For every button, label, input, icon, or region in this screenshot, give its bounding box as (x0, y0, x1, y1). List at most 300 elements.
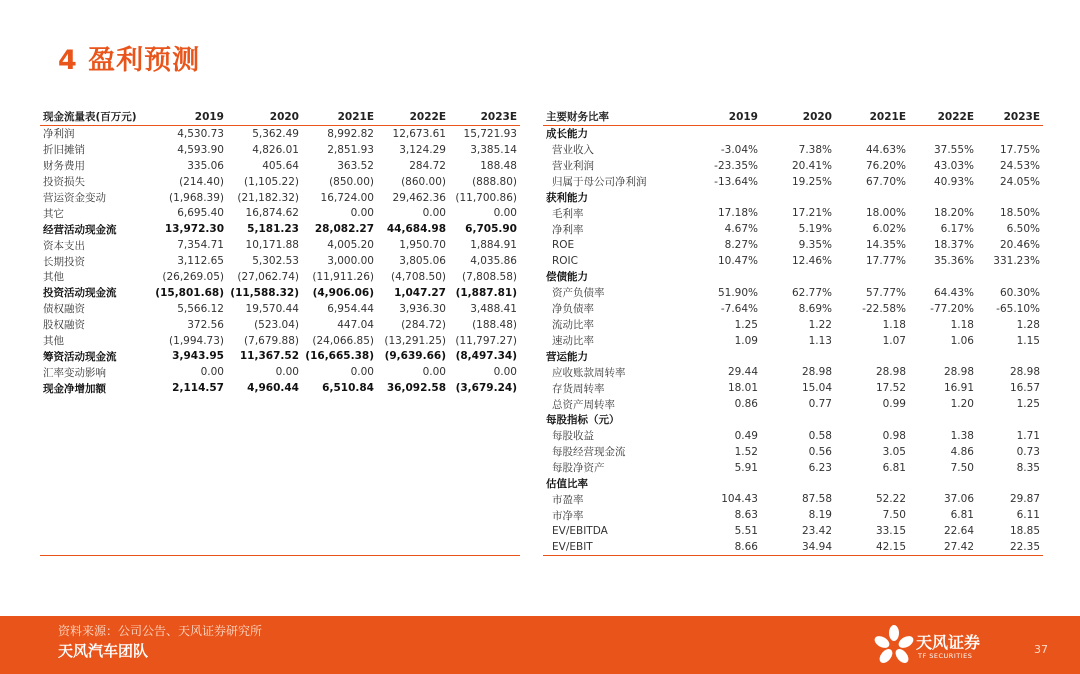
cell-value: -22.58% (862, 302, 906, 315)
cell-value: 0.00 (200, 366, 224, 379)
cell-value: 1.18 (950, 318, 974, 331)
cell-value: 188.48 (480, 159, 517, 172)
cell-value: 6,954.44 (327, 302, 374, 315)
row-label: ROE (552, 239, 575, 252)
empty-cell (227, 539, 302, 555)
empty-cell (449, 507, 520, 523)
empty-cell (40, 507, 145, 523)
cell-value: 18.00% (865, 207, 906, 220)
empty-row (40, 444, 520, 460)
cell-value: 27.42 (909, 539, 977, 555)
cell-value: 5.51 (734, 525, 758, 538)
row-label: 财务费用 (43, 160, 85, 173)
cell-value: 2,114.57 (172, 382, 224, 395)
row-label: 流动比率 (552, 319, 594, 332)
empty-cell (302, 491, 377, 507)
cell-value: 1.20 (950, 398, 974, 411)
row-label: 归属于母公司净利润 (552, 176, 647, 189)
cell-value: (4,708.50) (391, 270, 446, 283)
cell-value: 0.99 (882, 398, 906, 411)
cell-value: (860.00) (401, 175, 446, 188)
empty-cell (449, 428, 520, 444)
row-label: 市净率 (552, 509, 584, 522)
cell-value: 3,488.41 (470, 302, 517, 315)
cell-value: 11,367.52 (239, 350, 299, 363)
table-row (40, 158, 520, 174)
empty-cell (227, 396, 302, 412)
table-row (543, 523, 1043, 539)
ratio-header-2022e: 2022E (909, 108, 977, 126)
cell-value: 34.94 (761, 539, 835, 555)
empty-cell (302, 444, 377, 460)
table-row (543, 221, 1043, 237)
cell-value: 17.21% (791, 207, 832, 220)
cell-value: 0.98 (882, 429, 906, 442)
table-row (40, 285, 520, 301)
cell-value: 6.50% (1006, 223, 1040, 236)
row-label: 净负债率 (552, 303, 594, 316)
empty-cell (145, 539, 227, 555)
cell-value: (11,797.27) (455, 334, 517, 347)
cell-value: 6,695.40 (177, 207, 224, 220)
cash-flow-header-label: 现金流量表(百万元) (40, 108, 145, 126)
cell-value: 3,943.95 (172, 350, 224, 363)
logo-flower-icon (872, 624, 916, 668)
cell-value: 3,936.30 (399, 302, 446, 315)
row-label: 投资损失 (43, 176, 85, 189)
table-row (543, 317, 1043, 333)
cell-value: 1.28 (1016, 318, 1040, 331)
cell-value: 0.77 (808, 398, 832, 411)
cell-value: 43.03% (933, 159, 974, 172)
cell-value: 1.07 (882, 334, 906, 347)
row-label: 汇率变动影响 (43, 366, 106, 379)
empty-cell (977, 190, 1043, 206)
cell-value: (1,994.73) (169, 334, 224, 347)
empty-cell (302, 476, 377, 492)
company-logo (872, 624, 997, 668)
cell-value: 0.00 (350, 366, 374, 379)
table-row (543, 142, 1043, 158)
cell-value: 3,805.06 (399, 255, 446, 268)
cash-flow-header-2023e: 2023E (449, 108, 520, 126)
cell-value: 8.35 (1016, 461, 1040, 474)
cell-value: 372.56 (187, 318, 224, 331)
table-row (543, 174, 1043, 190)
cell-value: (11,700.86) (455, 191, 517, 204)
cell-value: 7.50 (950, 461, 974, 474)
cell-value: 0.00 (493, 207, 517, 220)
cell-value: 8,992.82 (327, 127, 374, 140)
cell-value: 5,362.49 (252, 127, 299, 140)
cell-value: 29.87 (1009, 493, 1040, 506)
cell-value: 1.52 (734, 445, 758, 458)
ratio-header-row (543, 108, 1043, 126)
section-row (543, 348, 1043, 364)
row-label: 营运资金变动 (43, 192, 106, 204)
cell-value: 1,950.70 (399, 239, 446, 252)
cell-value: (27,062.74) (237, 270, 299, 283)
row-label: 存货周转率 (552, 382, 605, 395)
cell-value: 44,684.98 (386, 223, 446, 236)
empty-cell (227, 460, 302, 476)
empty-cell (40, 539, 145, 555)
table-row (40, 142, 520, 158)
cell-value: (13,291.25) (384, 334, 446, 347)
empty-cell (449, 539, 520, 555)
empty-cell (302, 460, 377, 476)
empty-cell (693, 126, 761, 142)
team-name: 天风汽车团队 (58, 642, 149, 660)
cell-value: (11,588.32) (230, 286, 299, 299)
empty-cell (909, 126, 977, 142)
row-label: 长期投资 (43, 255, 85, 268)
table-row (543, 301, 1043, 317)
table-row (543, 285, 1043, 301)
cell-value: 1.18 (882, 318, 906, 331)
cell-value: 24.05% (999, 175, 1040, 188)
empty-cell (40, 460, 145, 476)
cell-value: 12.46% (791, 255, 832, 268)
empty-cell (377, 491, 449, 507)
row-label: 筹资活动现金流 (43, 350, 117, 363)
table-row (40, 126, 520, 142)
empty-cell (761, 412, 835, 428)
cell-value: 15,721.93 (463, 127, 517, 140)
table-row (543, 539, 1043, 555)
cell-value: -7.64% (720, 302, 758, 315)
table-row (40, 237, 520, 253)
cell-value: 4,530.73 (177, 127, 224, 140)
cell-value: 1.22 (808, 318, 832, 331)
cell-value: 4,005.20 (327, 239, 374, 252)
cell-value: 3,385.14 (470, 143, 517, 156)
cell-value: 17.52 (875, 382, 906, 395)
empty-cell (145, 412, 227, 428)
row-label: 资产负债率 (552, 287, 605, 300)
row-label: 营业利润 (552, 160, 594, 173)
cell-value: 8.69% (798, 302, 832, 315)
empty-cell (909, 190, 977, 206)
cell-value: 20.41% (791, 159, 832, 172)
empty-cell (302, 523, 377, 539)
cell-value: -3.04% (720, 143, 758, 156)
financial-ratio-table (543, 108, 1043, 556)
cell-value: 4,035.86 (470, 255, 517, 268)
empty-cell (909, 348, 977, 364)
table-row (40, 174, 520, 190)
table-row (40, 364, 520, 380)
row-label: 债权融资 (43, 303, 85, 316)
cell-value: 6.81 (950, 509, 974, 522)
empty-cell (449, 460, 520, 476)
cell-value: (1,887.81) (455, 286, 517, 299)
cell-value: 28.98 (1009, 366, 1040, 379)
empty-cell (302, 507, 377, 523)
table-row (543, 380, 1043, 396)
cell-value: 15.04 (801, 382, 832, 395)
table-row (40, 333, 520, 349)
ratio-header-2021e: 2021E (835, 108, 909, 126)
row-label: 其它 (43, 207, 64, 220)
empty-cell (302, 539, 377, 555)
cell-value: 62.77% (791, 286, 832, 299)
empty-cell (145, 491, 227, 507)
empty-cell (909, 412, 977, 428)
cell-value: 1.38 (950, 429, 974, 442)
cell-value: 8.63 (734, 509, 758, 522)
table-row (40, 301, 520, 317)
page-number: 37 (1034, 643, 1048, 656)
section-label: 获利能力 (546, 192, 588, 204)
cash-flow-header-2021e: 2021E (302, 108, 377, 126)
cell-value: 331.23% (993, 255, 1040, 268)
empty-cell (977, 269, 1043, 285)
row-label: 其他 (43, 271, 64, 284)
empty-cell (377, 539, 449, 555)
cell-value: 4,593.90 (177, 143, 224, 156)
empty-cell (977, 348, 1043, 364)
cell-value: 1.25 (1016, 398, 1040, 411)
row-label: 现金净增加额 (43, 382, 106, 395)
cell-value: 18.01 (727, 382, 758, 395)
cell-value: 16.91 (943, 382, 974, 395)
row-label: 毛利率 (552, 207, 584, 220)
cell-value: (4,906.06) (312, 286, 374, 299)
empty-cell (449, 491, 520, 507)
row-label: 市盈率 (552, 493, 584, 506)
section-row (543, 412, 1043, 428)
section-label: 成长能力 (546, 128, 588, 141)
cell-value: 6.81 (882, 461, 906, 474)
cell-value: 3,112.65 (177, 255, 224, 268)
cell-value: 6.11 (1016, 509, 1040, 522)
empty-row (40, 412, 520, 428)
empty-cell (977, 476, 1043, 492)
cell-value: 13,972.30 (164, 223, 224, 236)
cell-value: (16,665.38) (305, 350, 374, 363)
cell-value: 4,826.01 (252, 143, 299, 156)
row-label: 折旧摊销 (43, 144, 85, 157)
ratio-header-2019: 2019 (693, 108, 761, 126)
cell-value: 28.98 (801, 366, 832, 379)
cell-value: 28.98 (875, 366, 906, 379)
table-row (543, 396, 1043, 412)
cell-value: 7.50 (882, 509, 906, 522)
cell-value: 10,171.88 (245, 239, 299, 252)
empty-cell (761, 190, 835, 206)
cell-value: 6.23 (808, 461, 832, 474)
ratio-header-label: 主要财务比率 (543, 108, 693, 126)
cell-value: 24.53% (999, 159, 1040, 172)
empty-cell (377, 412, 449, 428)
cell-value: 33.15 (875, 525, 906, 538)
empty-cell (377, 396, 449, 412)
cell-value: 19,570.44 (245, 302, 299, 315)
cash-flow-header-2019: 2019 (145, 108, 227, 126)
cell-value: 37.06 (943, 493, 974, 506)
table-row (543, 237, 1043, 253)
cash-flow-header-2020: 2020 (227, 108, 302, 126)
empty-cell (909, 476, 977, 492)
row-label: 营业收入 (552, 144, 594, 157)
row-label: EV/EBITDA (552, 525, 608, 538)
table-row (543, 444, 1043, 460)
cell-value: 52.22 (875, 493, 906, 506)
empty-cell (40, 396, 145, 412)
empty-cell (693, 412, 761, 428)
section-row (543, 269, 1043, 285)
cell-value: 18.50% (999, 207, 1040, 220)
cell-value: (11,911.26) (312, 270, 374, 283)
cell-value: (24,066.85) (312, 334, 374, 347)
empty-cell (835, 269, 909, 285)
empty-cell (40, 412, 145, 428)
cell-value: (26,269.05) (162, 270, 224, 283)
empty-cell (145, 523, 227, 539)
cell-value: (8,497.34) (455, 350, 517, 363)
cell-value: (3,679.24) (455, 382, 517, 395)
section-row (543, 190, 1043, 206)
cell-value: 1.09 (734, 334, 758, 347)
ratio-header-2020: 2020 (761, 108, 835, 126)
empty-row (40, 396, 520, 412)
cell-value: 57.77% (865, 286, 906, 299)
cell-value: (523.04) (254, 318, 299, 331)
cell-value: (9,639.66) (384, 350, 446, 363)
cell-value: 17.77% (865, 255, 906, 268)
table-row (543, 460, 1043, 476)
row-label: 应收账款周转率 (552, 366, 626, 379)
table-row (40, 205, 520, 221)
cell-value: 18.20% (933, 207, 974, 220)
table-row (543, 253, 1043, 269)
table-row (543, 428, 1043, 444)
empty-row (40, 523, 520, 539)
empty-cell (761, 126, 835, 142)
table-row (40, 269, 520, 285)
cell-value: 22.35 (977, 539, 1043, 555)
cell-value: 14.35% (865, 239, 906, 252)
cell-value: 3.05 (882, 445, 906, 458)
table-row (40, 380, 520, 396)
empty-cell (449, 444, 520, 460)
cell-value: 284.72 (409, 159, 446, 172)
section-label: 每股指标（元） (546, 414, 620, 427)
row-label: 每股净资产 (552, 462, 605, 475)
cell-value: 18.37% (933, 239, 974, 252)
cell-value: 22.64 (943, 525, 974, 538)
cell-value: (21,182.32) (237, 191, 299, 204)
cell-value: 1,047.27 (394, 286, 446, 299)
cell-value: 104.43 (721, 493, 758, 506)
empty-cell (761, 476, 835, 492)
cell-value: 40.93% (933, 175, 974, 188)
cell-value: 0.56 (808, 445, 832, 458)
empty-cell (40, 444, 145, 460)
section-label: 估值比率 (546, 478, 588, 491)
empty-cell (449, 523, 520, 539)
cell-value: (7,679.88) (244, 334, 299, 347)
row-label: 经营活动现金流 (43, 223, 117, 236)
row-label: 其他 (43, 335, 64, 348)
cell-value: 0.58 (808, 429, 832, 442)
row-label: 净利润 (43, 128, 75, 141)
cell-value: (188.48) (472, 318, 517, 331)
cell-value: 28.98 (943, 366, 974, 379)
cell-value: 5,181.23 (247, 223, 299, 236)
cell-value: 0.73 (1016, 445, 1040, 458)
empty-cell (40, 491, 145, 507)
cell-value: 2,851.93 (327, 143, 374, 156)
table-row (543, 364, 1043, 380)
logo-brand-text: 天风证券 (916, 633, 981, 652)
empty-row (40, 460, 520, 476)
empty-row (40, 539, 520, 555)
empty-cell (40, 428, 145, 444)
cell-value: 335.06 (187, 159, 224, 172)
empty-cell (449, 412, 520, 428)
empty-cell (145, 507, 227, 523)
empty-cell (302, 396, 377, 412)
ratio-header-2023e: 2023E (977, 108, 1043, 126)
cell-value: 64.43% (933, 286, 974, 299)
empty-cell (227, 412, 302, 428)
cell-value: 10.47% (717, 255, 758, 268)
table-row (40, 253, 520, 269)
cell-value: 7,354.71 (177, 239, 224, 252)
cell-value: 29.44 (727, 366, 758, 379)
cell-value: (15,801.68) (155, 286, 224, 299)
empty-cell (835, 348, 909, 364)
empty-cell (145, 428, 227, 444)
empty-cell (835, 412, 909, 428)
cell-value: 18.85 (1009, 525, 1040, 538)
empty-cell (227, 491, 302, 507)
cell-value: 28,082.27 (314, 223, 374, 236)
cell-value: -23.35% (714, 159, 758, 172)
cell-value: 3,124.29 (399, 143, 446, 156)
cell-value: (1,105.22) (244, 175, 299, 188)
cell-value: 363.52 (337, 159, 374, 172)
empty-row (40, 507, 520, 523)
cell-value: 1,884.91 (470, 239, 517, 252)
cell-value: 8.27% (724, 239, 758, 252)
row-label: 股权融资 (43, 319, 85, 332)
page-title: 4 盈利预测 (58, 45, 201, 76)
row-label: ROIC (552, 255, 578, 268)
cell-value: 37.55% (933, 143, 974, 156)
cell-value: 44.63% (865, 143, 906, 156)
empty-cell (377, 523, 449, 539)
empty-cell (227, 523, 302, 539)
cell-value: 12,673.61 (392, 127, 446, 140)
empty-row (40, 476, 520, 492)
cell-value: (850.00) (329, 175, 374, 188)
cell-value: (284.72) (401, 318, 446, 331)
cell-value: 36,092.58 (386, 382, 446, 395)
cell-value: 76.20% (865, 159, 906, 172)
cell-value: 29,462.36 (392, 191, 446, 204)
cell-value: 1.06 (950, 334, 974, 347)
empty-cell (693, 269, 761, 285)
cell-value: 19.25% (791, 175, 832, 188)
empty-cell (40, 523, 145, 539)
cash-flow-table (40, 108, 520, 556)
empty-cell (377, 507, 449, 523)
cell-value: 4,960.44 (247, 382, 299, 395)
empty-cell (761, 348, 835, 364)
